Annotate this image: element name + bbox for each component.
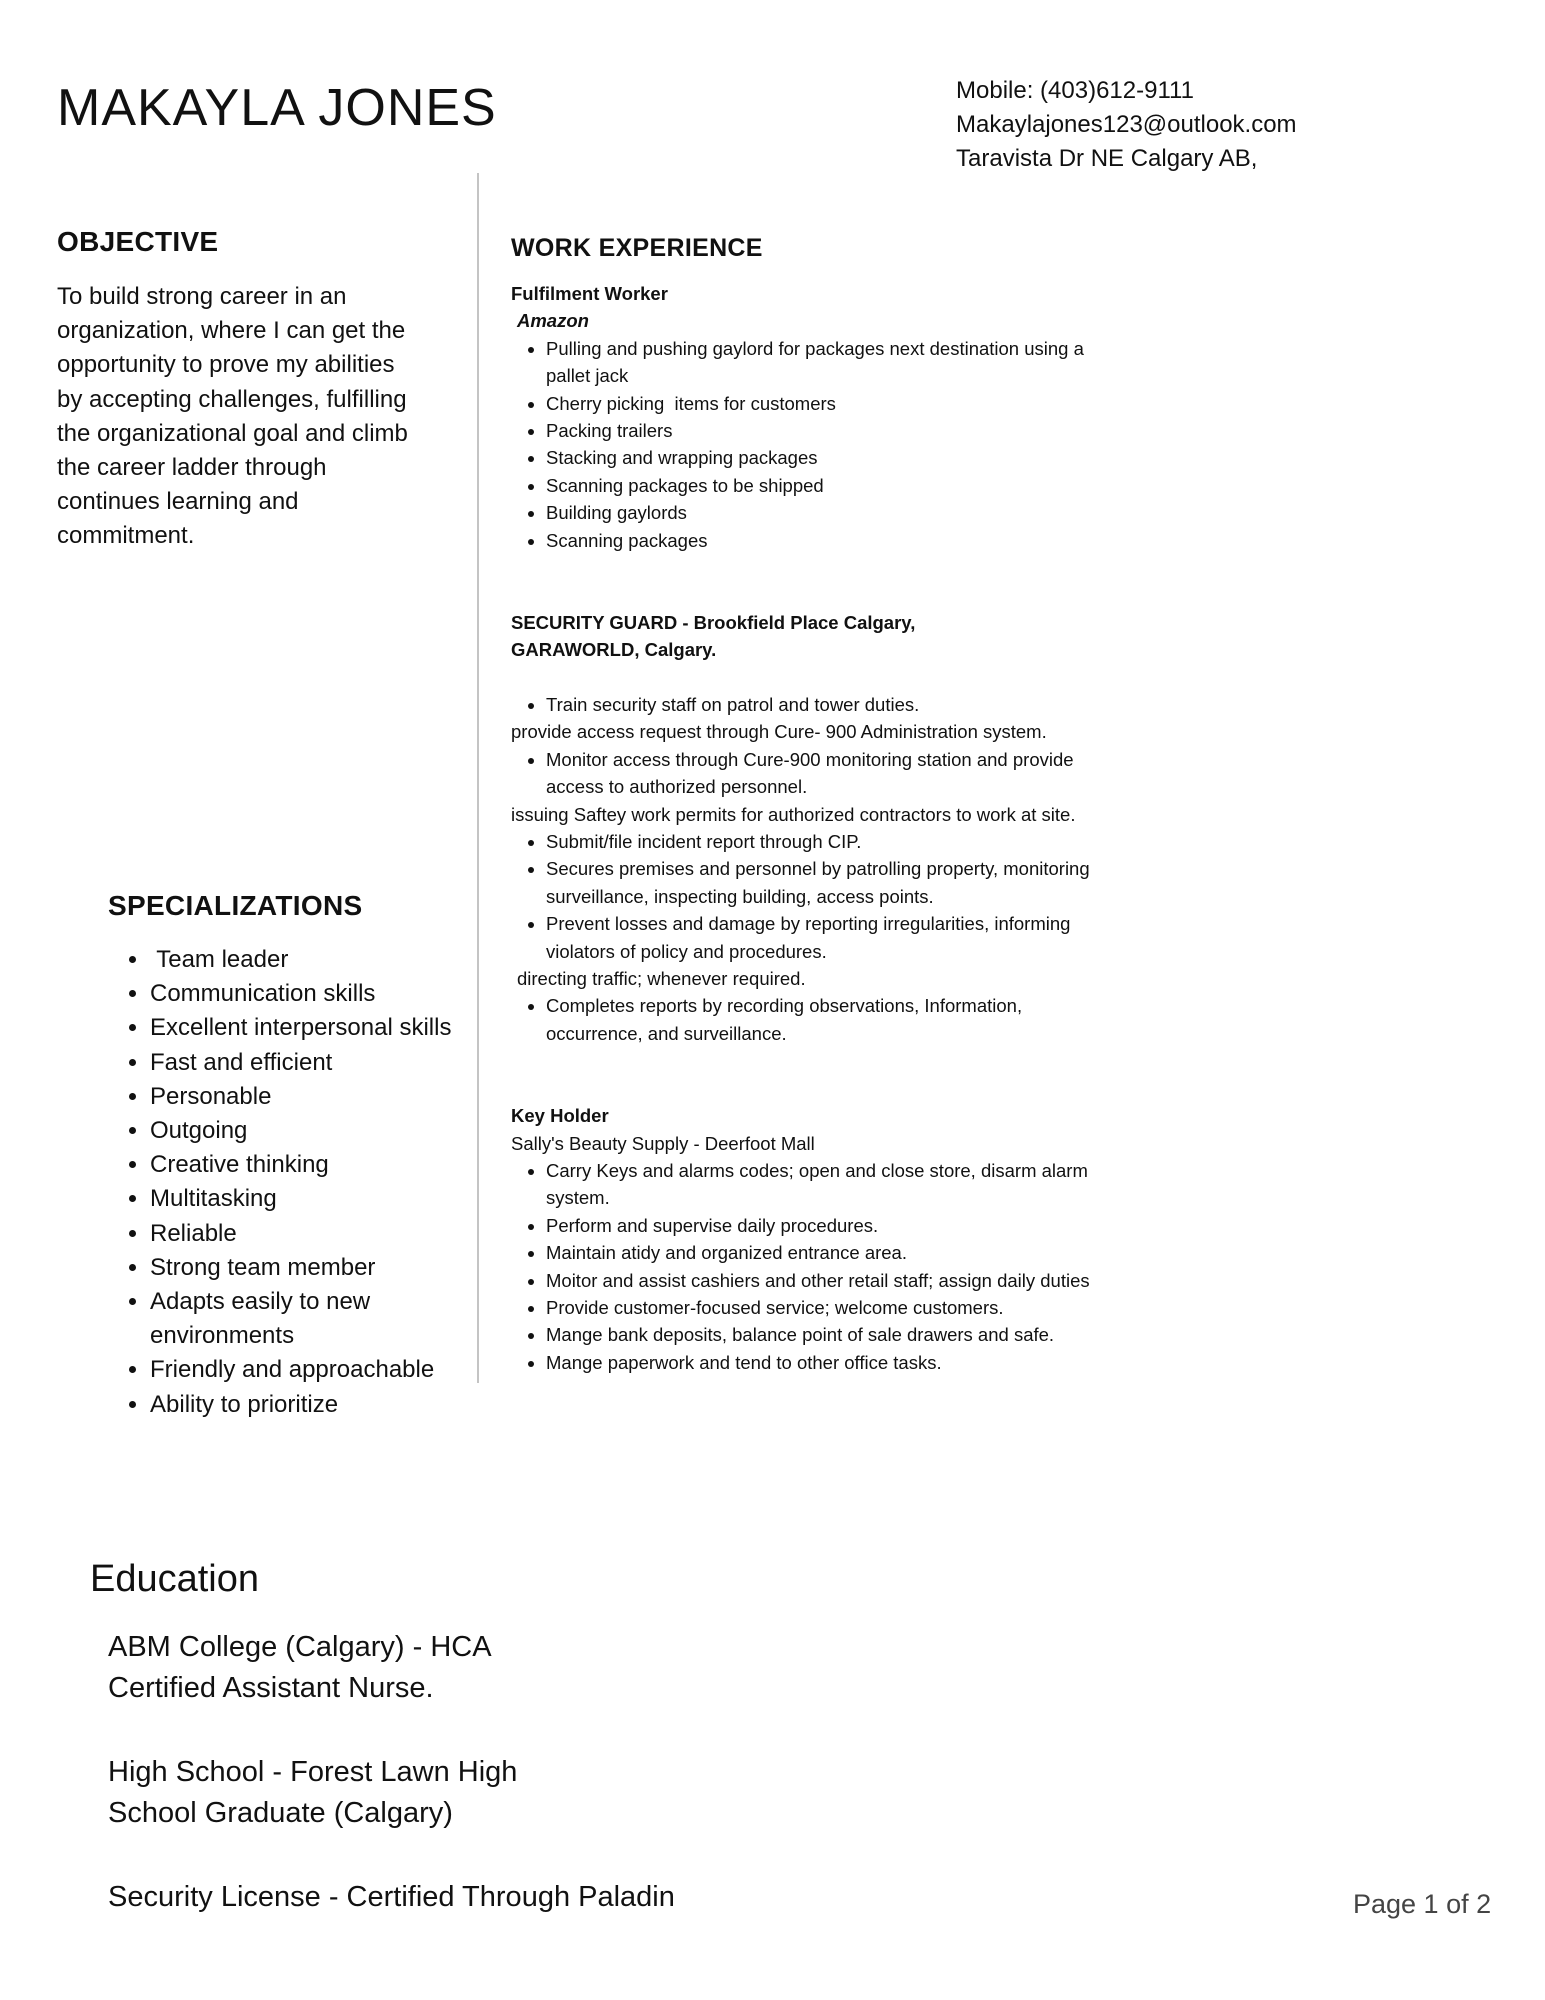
list-item: • Submit/file incident report through CIP.	[546, 828, 1091, 855]
list-item: • Friendly and approachable	[150, 1353, 480, 1387]
list-item: • Secures premises and personnel by patrolling property, monitoring surveillance, inspecting building, access points.	[546, 855, 1091, 910]
job-title-line2: GARAWORLD, Calgary.	[511, 639, 717, 661]
education-entry	[108, 1627, 675, 1709]
job-key-holder	[511, 1102, 1091, 1376]
list-item: • Stacking and wrapping packages	[546, 444, 1091, 471]
education-line: High School - Forest Lawn High	[108, 1756, 518, 1788]
list-item: • Outgoing	[150, 1114, 480, 1148]
job-security-guard	[511, 609, 1091, 1047]
job-title: Key Holder	[511, 1105, 609, 1127]
education-heading: Education	[90, 1558, 260, 1600]
contact-email: Makaylajones123@outlook.com	[956, 111, 1297, 138]
objective-text: To build strong career in an organization, where I can get the opportunity to prove my abilities by accepting challenges, fulfilling the organizational goal and climb the career ladder through continues learning and commitment.	[57, 283, 408, 550]
list-item: • Cherry picking items for customers	[546, 390, 1091, 417]
list-item: • Adapts easily to new environments	[150, 1285, 480, 1353]
list-item: • Strong team member	[150, 1251, 480, 1285]
list-item: • Reliable	[150, 1217, 480, 1251]
job-duties	[511, 691, 1091, 718]
list-item: • Perform and supervise daily procedures.	[546, 1212, 1091, 1239]
list-item: • Fast and efficient	[150, 1046, 480, 1080]
contact-mobile: Mobile: (403)612-9111	[956, 77, 1194, 104]
objective-heading: OBJECTIVE	[57, 226, 219, 257]
contact-address: Taravista Dr NE Calgary AB,	[956, 145, 1258, 172]
job-duties	[511, 1157, 1091, 1376]
job-fulfilment	[511, 280, 1091, 554]
list-item: • Multitasking	[150, 1182, 480, 1216]
job-company: Amazon	[517, 310, 589, 332]
list-item: • Packing trailers	[546, 417, 1091, 444]
resume-name: MAKAYLA JONES	[57, 79, 497, 137]
list-item: • Building gaylords	[546, 499, 1091, 526]
duty-text: issuing Saftey work permits for authorized contractors to work at site.	[511, 803, 1076, 825]
specializations-heading: SPECIALIZATIONS	[108, 890, 363, 921]
job-company: Sally's Beauty Supply - Deerfoot Mall	[511, 1132, 815, 1154]
page-number: Page 1 of 2	[1353, 1889, 1492, 1919]
list-item: • Ability to prioritize	[150, 1388, 480, 1422]
education-entry	[108, 1752, 675, 1834]
list-item: • Scanning packages	[546, 527, 1091, 554]
list-item: • Scanning packages to be shipped	[546, 472, 1091, 499]
education-line: School Graduate (Calgary)	[108, 1797, 453, 1829]
list-item: • Personable	[150, 1080, 480, 1114]
list-item: • Team leader	[150, 943, 480, 977]
list-item: • Mange bank deposits, balance point of sale drawers and safe.	[546, 1321, 1091, 1348]
list-item: • Train security staff on patrol and tower duties.	[546, 691, 1091, 718]
duty-text: provide access request through Cure- 900 Administration system.	[511, 721, 1047, 743]
job-duties	[511, 335, 1091, 554]
job-title-line1: SECURITY GUARD - Brookfield Place Calgary,	[511, 612, 916, 634]
list-item: • Prevent losses and damage by reporting irregularities, informing violators of policy and procedures.	[546, 910, 1091, 965]
list-item: • Communication skills	[150, 977, 480, 1011]
duty-text: directing traffic; whenever required.	[517, 967, 806, 989]
contact-block	[956, 74, 1297, 176]
education-entry	[108, 1877, 675, 1918]
job-title: Fulfilment Worker	[511, 283, 668, 304]
specializations-list	[108, 943, 480, 1422]
education-line: Certified Assistant Nurse.	[108, 1672, 434, 1704]
education-list	[108, 1627, 675, 1961]
list-item: • Completes reports by recording observations, Information, occurrence, and surveillance.	[546, 992, 1091, 1047]
education-line: ABM College (Calgary) - HCA	[108, 1631, 492, 1663]
list-item: • Provide customer-focused service; welcome customers.	[546, 1294, 1091, 1321]
work-experience-heading: WORK EXPERIENCE	[511, 234, 763, 262]
list-item: • Moitor and assist cashiers and other retail staff; assign daily duties	[546, 1267, 1091, 1294]
education-line: Security License - Certified Through Paladin	[108, 1881, 675, 1913]
work-experience	[511, 280, 1091, 1376]
list-item: • Mange paperwork and tend to other office tasks.	[546, 1349, 1091, 1376]
list-item: • Carry Keys and alarms codes; open and close store, disarm alarm system.	[546, 1157, 1091, 1212]
list-item: • Maintain atidy and organized entrance area.	[546, 1239, 1091, 1266]
list-item: • Monitor access through Cure-900 monitoring station and provide access to authorized personnel.	[546, 746, 1091, 801]
list-item: • Pulling and pushing gaylord for packages next destination using a pallet jack	[546, 335, 1091, 390]
list-item: • Excellent interpersonal skills	[150, 1011, 480, 1045]
list-item: • Creative thinking	[150, 1148, 480, 1182]
